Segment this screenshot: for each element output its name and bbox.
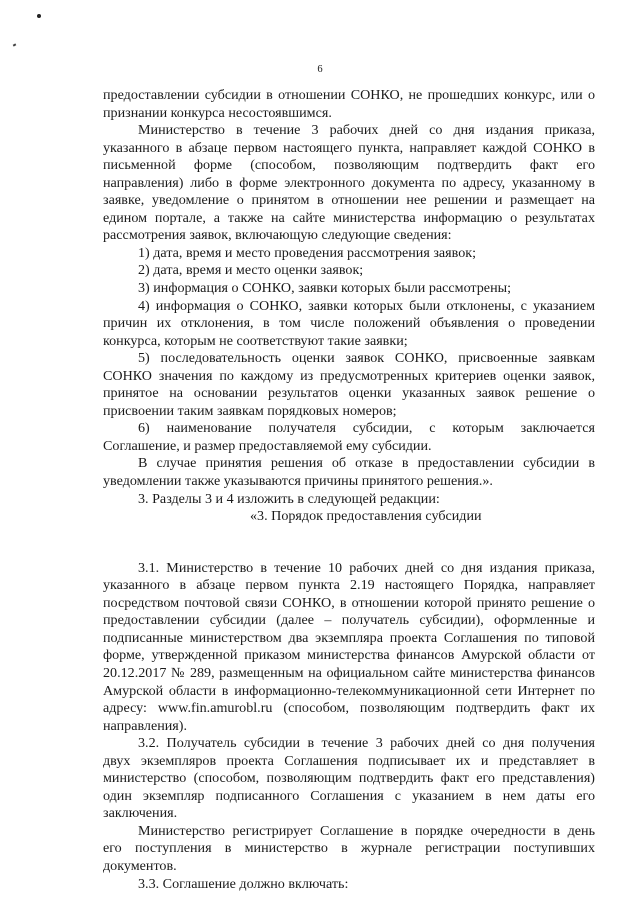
text-line: посредством почтовой связи СОНКО, в отношении которой принято решение о: [103, 594, 595, 611]
text-line: один экземпляр подписанного Соглашения с указанием в нем даты его: [103, 787, 595, 804]
text-line: Министерство в течение 3 рабочих дней со дня издания приказа,: [138, 122, 595, 139]
text-line: министерство (способом, позволяющим подтвердить факт его представления): [103, 770, 595, 787]
document-body: [103, 87, 595, 893]
text-line: заключения.: [103, 805, 178, 822]
text-line: 3.1. Министерство в течение 10 рабочих дней со дня издания приказа,: [138, 559, 595, 576]
scan-speck: [37, 14, 41, 18]
text-line: 1) дата, время и место проведения рассмотрения заявок;: [138, 244, 477, 261]
text-line: 6) наименование получателя субсидии, с которым заключается: [138, 420, 595, 437]
text-line: едином портале, а также на сайте министерства информацию о результатах: [103, 209, 595, 226]
text-line: предоставлении субсидии в отношении СОНКО, не прошедших конкурс, или о: [103, 87, 595, 103]
text-line: указанного в абзаце первом пункта 2.19 настоящего Порядка, направляет: [103, 577, 595, 594]
text-line: признании конкурса несостоявшимся.: [103, 104, 332, 121]
text-line: 2) дата, время и место оценки заявок;: [138, 262, 364, 279]
text-line: СОНКО значения по каждому из предусмотренных критериев оценки заявок,: [103, 367, 595, 384]
text-line: В случае принятия решения об отказе в предоставлении субсидии в: [138, 455, 595, 472]
text-line: причин их отклонения, в том числе положений объявления о проведении: [103, 315, 595, 332]
text-line: адресу: www.fin.amurobl.ru (способом, позволяющим подтвердить факт их: [103, 700, 595, 717]
page-number: 6: [317, 64, 323, 75]
text-line: форме, утвержденной приказом министерства финансов Амурской области от: [103, 647, 595, 664]
text-line: 3) информация о СОНКО, заявки которых были рассмотрены;: [138, 280, 511, 297]
text-line: Министерство регистрирует Соглашение в порядке очередности в день: [138, 822, 595, 839]
text-line: рассмотрения заявок, включающую следующие сведения:: [103, 227, 452, 244]
section-gap: [103, 526, 595, 560]
text-line: конкурса, которым не соответствуют такие заявки;: [103, 332, 408, 349]
text-line: 4) информация о СОНКО, заявки которых были отклонены, с указанием: [138, 297, 595, 314]
text-line: документов.: [103, 857, 177, 874]
text-line: направления) либо в форме электронного документа по адресу, указанному в: [103, 174, 595, 191]
text-line: 5) последовательность оценки заявок СОНКО, присвоенные заявкам: [138, 350, 595, 367]
section-heading: «3. Порядок предоставления субсидии: [250, 508, 482, 525]
text-line: письменной форме (способом, позволяющим подтвердить факт его: [103, 157, 595, 174]
text-line: Соглашение, и размер предоставляемой ему субсидии.: [103, 437, 432, 454]
text-line: заявке, уведомление о принятом в отношении нее решении и размещает на: [103, 192, 595, 209]
text-line: присвоении таким заявкам порядковых номеров;: [103, 402, 397, 419]
text-line: направления).: [103, 717, 187, 734]
text-line: предоставлении субсидии (далее – получатель субсидии), оформленные и: [103, 612, 595, 629]
text-line: 3.3. Соглашение должно включать:: [138, 875, 349, 892]
text-line: 20.12.2017 № 289, размещенным на официальном сайте министерства финансов: [103, 664, 595, 681]
text-line: 3. Разделы 3 и 4 изложить в следующей редакции:: [138, 490, 440, 507]
text-line: принятое на основании результатов оценки указанных заявок решение о: [103, 385, 595, 402]
text-line: указанного в абзаце первом настоящего пункта, направляет каждой СОНКО в: [103, 139, 595, 156]
text-line: его поступления в министерство в журнале регистрации поступивших: [103, 840, 595, 857]
text-line: двух экземпляров проекта Соглашения подписывает их и представляет в: [103, 752, 595, 769]
text-line: уведомлении также указываются причины принятого решения.».: [103, 473, 493, 490]
scan-speck: [13, 43, 17, 46]
text-line: 3.2. Получатель субсидии в течение 3 рабочих дней со дня получения: [138, 735, 595, 752]
text-line: Амурской области в информационно-телекоммуникационной сети Интернет по: [103, 682, 595, 699]
text-line: подписанные министерством два экземпляра проекта Соглашения по типовой: [103, 629, 595, 646]
